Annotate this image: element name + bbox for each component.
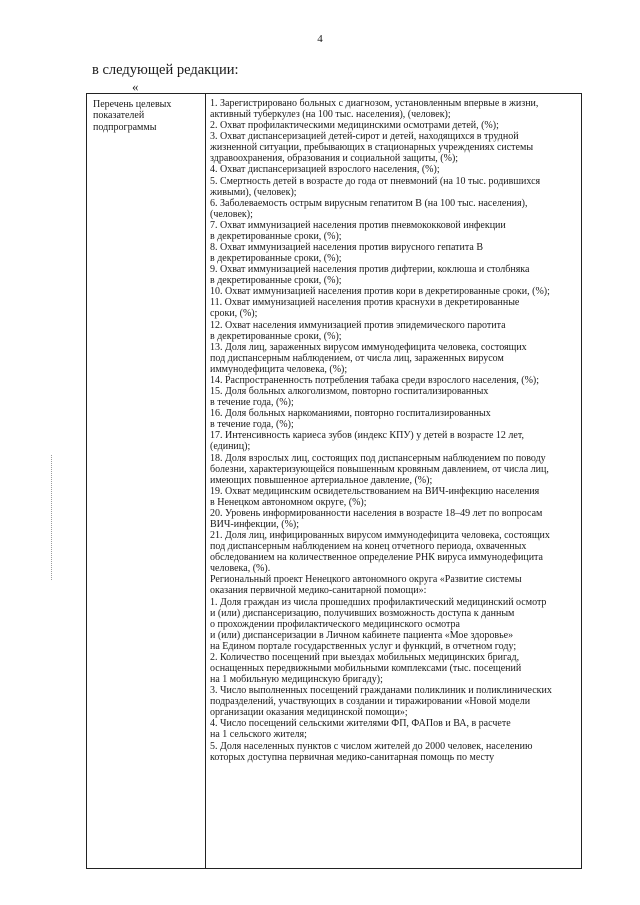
indicator-line: 3. Охват диспансеризацией детей-сирот и детей, находящихся в трудной [210, 131, 519, 143]
page-number: 4 [317, 33, 323, 45]
indicator-line: в декретированные сроки, (%); [210, 253, 342, 265]
indicator-line: 11. Охват иммунизацией населения против краснухи в декретированные [210, 297, 520, 309]
indicator-line: сроки, (%); [210, 308, 258, 320]
indicator-line: человека, (%). [210, 563, 271, 575]
header-cell-line: Перечень целевых [93, 99, 172, 110]
indicators-table [86, 93, 582, 869]
indicator-line: организации оказания медицинской помощи»; [210, 707, 408, 719]
indicator-line: здравоохранения, образования и социальной защиты, (%); [210, 153, 459, 165]
opening-quote-mark: « [132, 79, 139, 94]
indicator-line: в декретированные сроки, (%); [210, 230, 342, 242]
indicator-line: и (или) диспансеризацию, получивших возможность доступа к данным [210, 607, 515, 619]
header-cell-line: показателей [93, 110, 145, 122]
indicator-line: в течение года, (%); [210, 419, 294, 431]
indicator-line: 14. Распространенность потребления табака среди взрослого населения, (%); [210, 374, 540, 386]
indicator-line: 10. Охват иммунизацией населения против кори в декретированные сроки, (%); [210, 286, 550, 298]
indicators-list-cell [210, 98, 578, 763]
indicator-line: жизненной ситуации, пребывающих в стационарных учреждениях системы [210, 142, 534, 154]
indicator-line: 5. Смертность детей в возрасте до года от пневмоний (на 10 тыс. родившихся [210, 175, 541, 187]
indicator-line: под диспансерным наблюдением на конец отчетного периода, охваченных [210, 541, 527, 553]
indicator-line: 6. Заболеваемость острым вирусным гепатитом В (на 100 тыс. населения), [210, 197, 528, 209]
indicator-line: (человек); [210, 208, 253, 220]
indicator-line: под диспансерным наблюдением, от числа лиц, зараженных вирусом [210, 352, 504, 364]
table-header-cell [93, 99, 201, 133]
indicator-line: 4. Охват диспансеризацией взрослого населения, (%); [210, 164, 440, 176]
indicator-line: 1. Зарегистрировано больных с диагнозом, установленным впервые в жизни, [210, 98, 539, 109]
indicator-line: 9. Охват иммунизацией населения против дифтерии, коклюша и столбняка [210, 264, 530, 276]
indicator-line: 18. Доля взрослых лиц, состоящих под диспансерным наблюдением по поводу [210, 452, 546, 464]
indicator-line: 15. Доля больных алкоголизмом, повторно госпитализированных [210, 386, 489, 398]
indicator-line: ВИЧ-инфекции, (%); [210, 518, 300, 530]
indicator-line: 2. Охват профилактическими медицинскими осмотрами детей, (%); [210, 120, 499, 132]
indicator-line: иммунодефицита человека, (%); [210, 363, 348, 375]
indicator-line: 4. Число посещений сельскими жителями ФП, ФАПов и ВА, в расчете [210, 718, 511, 730]
indicator-line: 17. Интенсивность кариеса зубов (индекс КПУ) у детей в возрасте 12 лет, [210, 430, 524, 442]
indicator-line: 3. Число выполненных посещений гражданами поликлиник и поликлинических [210, 685, 552, 697]
indicator-line: 8. Охват иммунизацией населения против вирусного гепатита В [210, 242, 483, 254]
indicator-line: 2. Количество посещений при выездах мобильных медицинских бригад, [210, 651, 520, 663]
indicator-line: 20. Уровень информированности населения в возрасте 18–49 лет по вопросам [210, 507, 543, 519]
indicator-line: на 1 мобильную медицинскую бригаду); [210, 674, 383, 686]
indicator-line: оснащенных передвижными мобильными комплексами (тыс. посещений [210, 662, 522, 674]
indicator-line: оказания первичной медико-санитарной помощи»: [210, 585, 427, 597]
indicator-line: 7. Охват иммунизацией населения против пневмококковой инфекции [210, 219, 506, 231]
scan-margin-mark [51, 455, 52, 580]
indicator-line: на Едином портале государственных услуг и функций, в отчетном году; [210, 640, 517, 652]
indicator-line: 12. Охват населения иммунизацией против эпидемического паротита [210, 319, 506, 331]
indicator-line: о прохождении профилактического медицинского осмотра [210, 618, 460, 630]
column-divider [205, 94, 206, 868]
indicator-line: 5. Доля населенных пунктов с числом жителей до 2000 человек, населению [210, 740, 533, 752]
intro-text: в следующей редакции: [92, 62, 239, 78]
indicator-line: 1. Доля граждан из числа прошедших профилактический медицинский осмотр [210, 596, 547, 608]
indicator-line: 19. Охват медицинским освидетельствованием на ВИЧ-инфекцию населения [210, 485, 540, 497]
indicator-line: болезни, характеризующейся повышенным кровяным давлением, от числа лиц, [210, 463, 549, 475]
indicator-line: в декретированные сроки, (%); [210, 330, 342, 342]
indicator-line: подразделений, участвующих в создании и тиражировании «Новой модели [210, 696, 531, 708]
indicator-line: активный туберкулез (на 100 тыс. населения), (человек); [210, 109, 451, 121]
indicator-line: (единиц); [210, 441, 251, 453]
indicator-line: 21. Доля лиц, инфицированных вирусом иммунодефицита человека, состоящих [210, 530, 550, 542]
indicator-line: в декретированные сроки, (%); [210, 275, 342, 287]
indicator-line: 16. Доля больных наркоманиями, повторно госпитализированных [210, 408, 491, 420]
indicator-line: и (или) диспансеризации в Личном кабинете пациента «Мое здоровье» [210, 629, 514, 641]
indicator-line: в Ненецком автономном округе, (%); [210, 496, 367, 508]
indicator-line: обследованием на количественное определение РНК вируса иммунодефицита [210, 552, 543, 564]
indicator-line: которых доступна первичная медико-санитарная помощь по месту [210, 751, 495, 763]
indicator-line: 13. Доля лиц, зараженных вирусом иммунодефицита человека, состоящих [210, 341, 527, 353]
indicator-line: в течение года, (%); [210, 397, 294, 409]
indicator-line: на 1 сельского жителя; [210, 729, 307, 741]
indicator-line: имеющих повышенное артериальное давление, (%); [210, 474, 433, 486]
indicator-line: Региональный проект Ненецкого автономного округа «Развитие системы [210, 574, 522, 586]
indicator-line: живыми), (человек); [210, 186, 297, 198]
header-cell-line: подпрограммы [93, 121, 157, 133]
